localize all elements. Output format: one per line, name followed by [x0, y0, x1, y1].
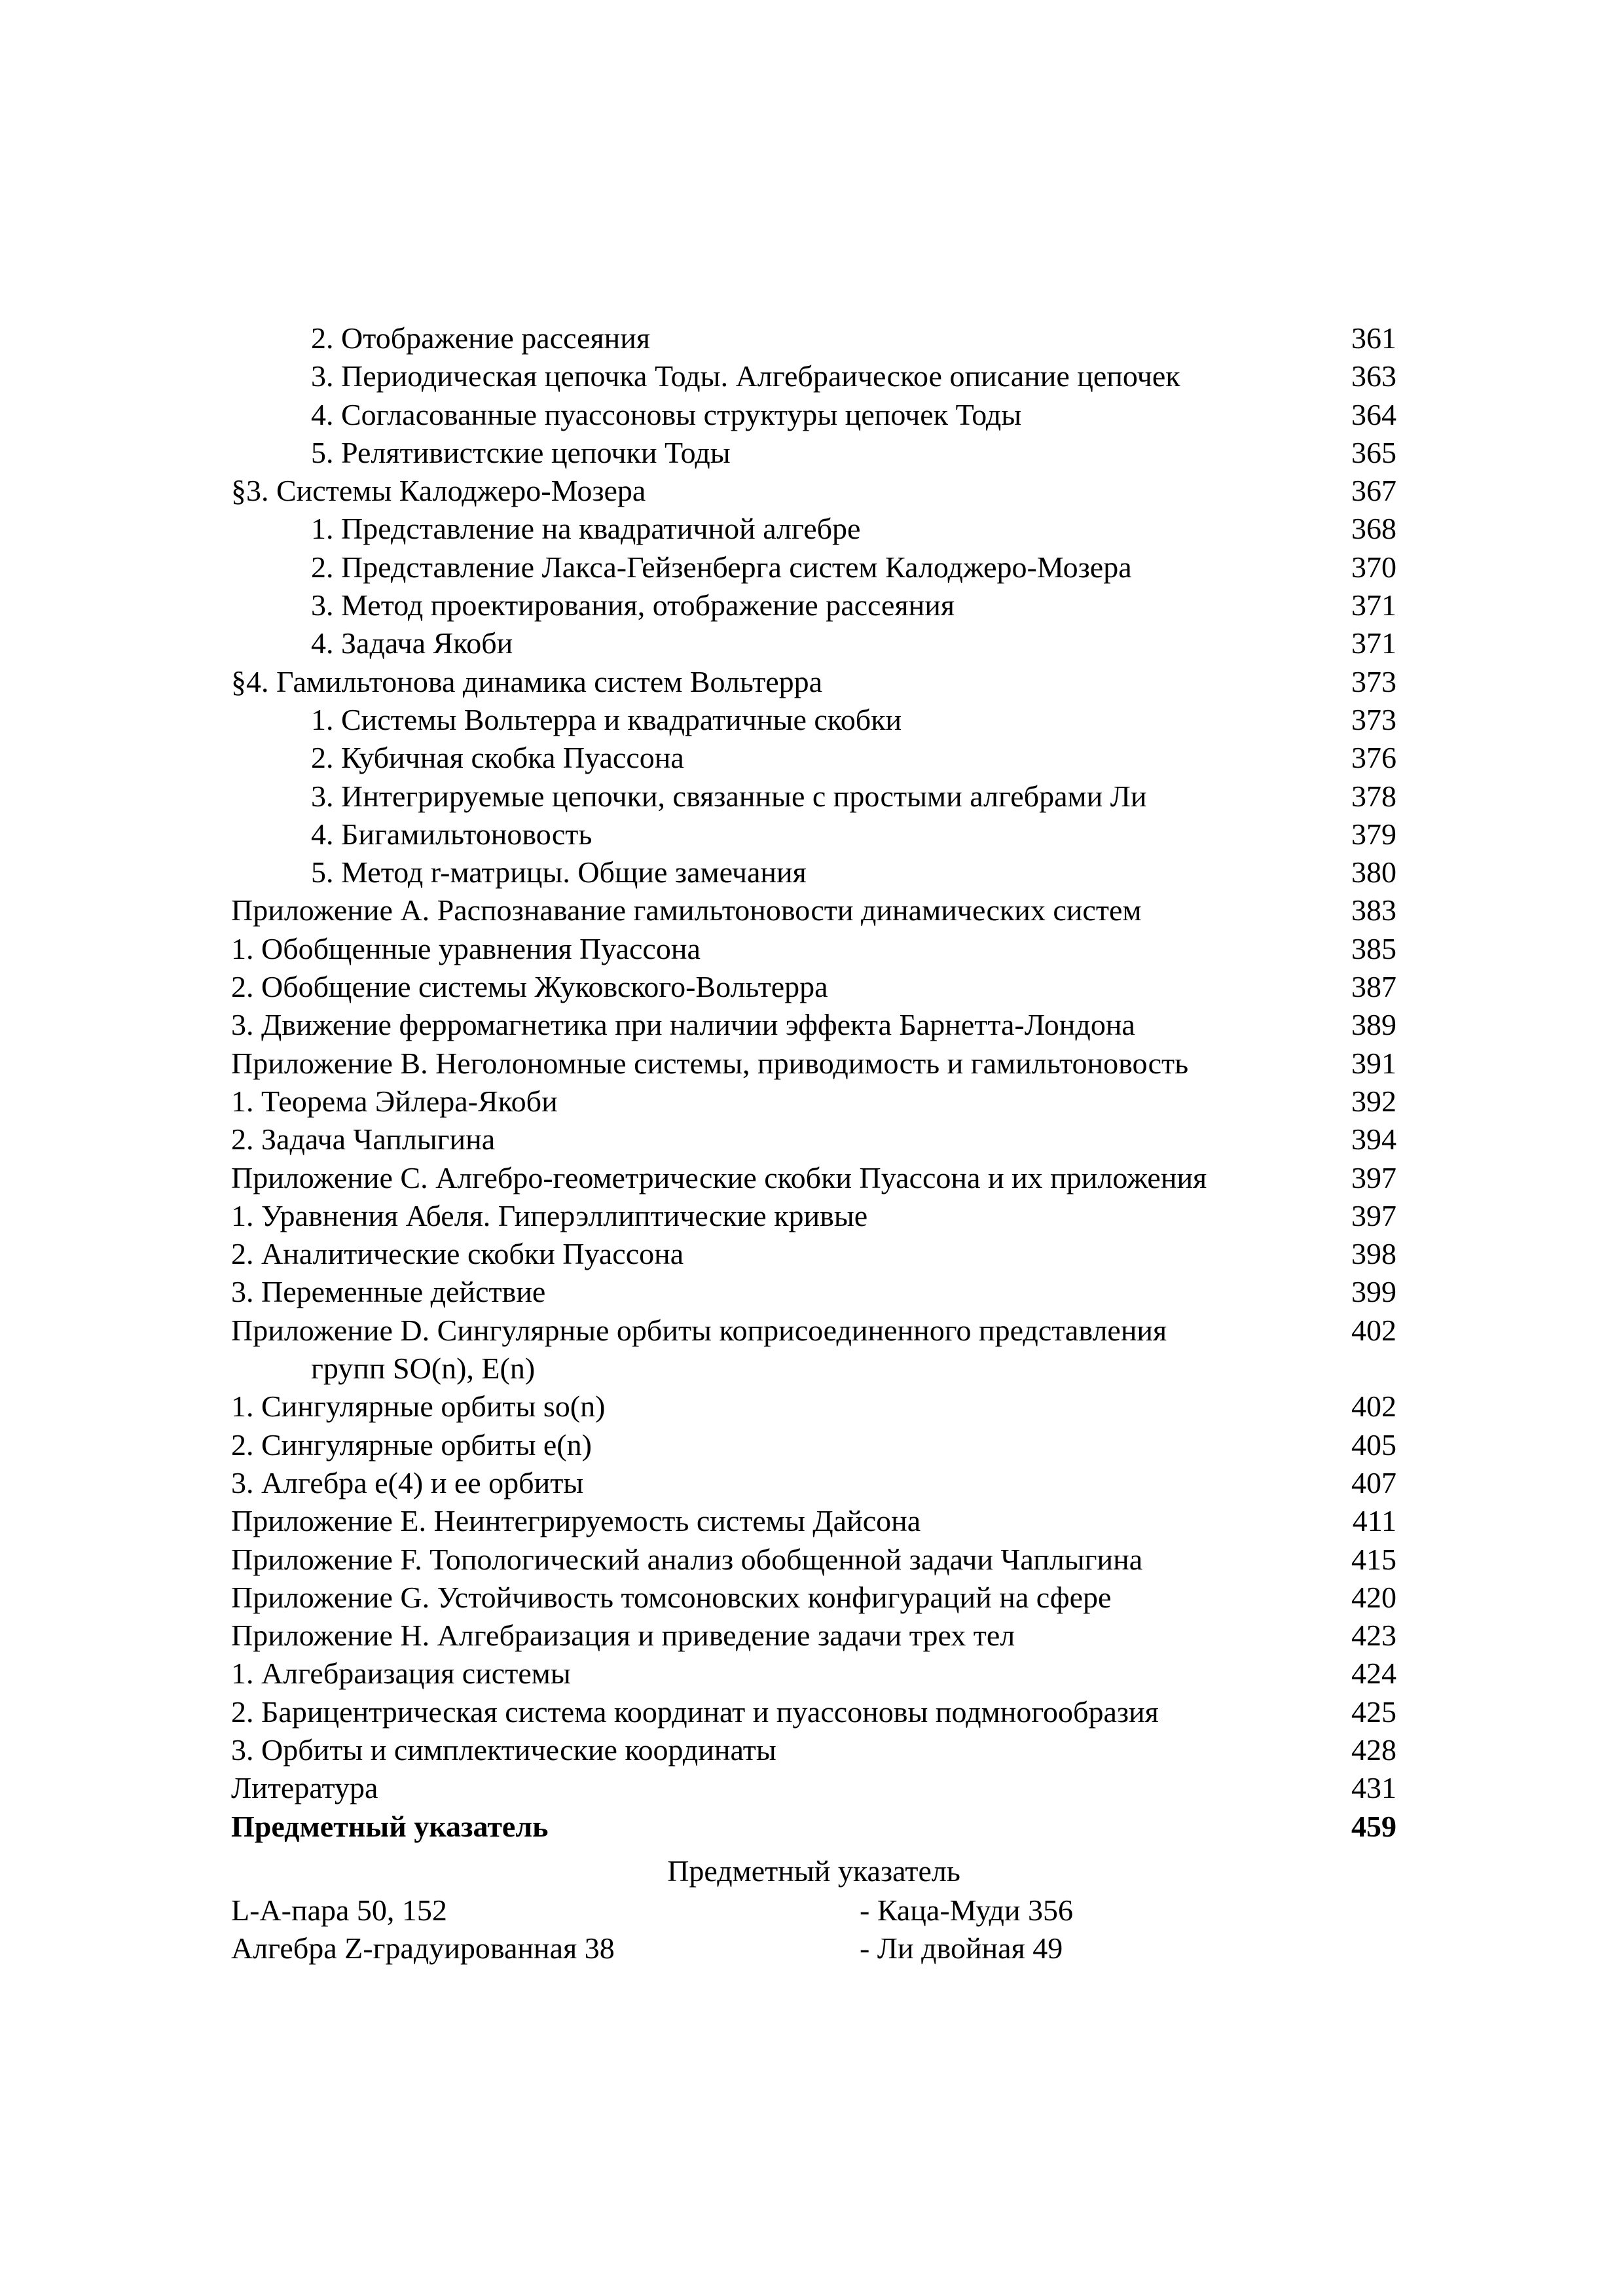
toc-entry-title: 3. Переменные действие — [231, 1275, 546, 1309]
toc-entry-page-number: 389 — [1351, 1008, 1396, 1042]
toc-entry-page-number: 399 — [1351, 1275, 1396, 1309]
toc-entry-page-number: 373 — [1351, 702, 1396, 736]
toc-entry-title: 3. Периодическая цепочка Тоды. Алгебраическое описание цепочек — [311, 359, 1180, 393]
toc-entry-page-number: 363 — [1351, 359, 1396, 393]
toc-entry — [231, 1655, 1396, 1693]
table-of-contents — [231, 319, 1396, 1846]
toc-entry-title: Приложение А. Распознавание гамильтоновости динамических систем — [231, 893, 1142, 927]
toc-entry-page-number: 415 — [1351, 1542, 1396, 1576]
toc-entry-title: 1. Системы Вольтерра и квадратичные скобки — [311, 702, 902, 736]
toc-entry-page-number: 411 — [1352, 1504, 1396, 1538]
toc-entry-title: 3. Метод проектирования, отображение рассеяния — [311, 588, 955, 622]
toc-entry — [231, 1464, 1396, 1502]
toc-entry-title: 3. Орбиты и симплектические координаты — [231, 1732, 776, 1767]
toc-entry-title: 5. Релятивистские цепочки Тоды — [311, 435, 731, 469]
toc-entry-page-number: 371 — [1351, 588, 1396, 622]
toc-entry — [231, 434, 1396, 472]
toc-entry — [231, 1769, 1396, 1807]
toc-entry-title: 2. Кубичная скобка Пуассона — [311, 741, 684, 775]
toc-entry-title: 4. Согласованные пуассоновы структуры цепочек Тоды — [311, 397, 1022, 431]
toc-entry — [231, 319, 1396, 357]
toc-entry-page-number: 365 — [1351, 435, 1396, 469]
toc-entry-page-number: 370 — [1351, 550, 1396, 584]
toc-entry — [231, 1617, 1396, 1655]
toc-entry — [231, 472, 1396, 510]
toc-entry-title: Приложение Н. Алгебраизация и приведение задачи трех тел — [231, 1619, 1015, 1653]
toc-entry — [231, 701, 1396, 739]
toc-entry — [231, 663, 1396, 701]
toc-entry-title: Приложение В. Неголономные системы, приводимость и гамильтоновость — [231, 1046, 1189, 1080]
toc-entry — [231, 1426, 1396, 1464]
toc-entry-page-number: 387 — [1351, 970, 1396, 1004]
toc-entry-title: §3. Системы Калоджеро-Мозера — [231, 474, 646, 508]
toc-entry-title: Приложение F. Топологический анализ обобщенной задачи Чаплыгина — [231, 1542, 1143, 1576]
toc-entry-title: §4. Гамильтонова динамика систем Вольтерра — [231, 664, 823, 698]
toc-entry — [231, 1388, 1396, 1426]
toc-entry — [231, 1197, 1396, 1235]
toc-entry — [231, 930, 1396, 968]
toc-entry-title: 3. Алгебра e(4) и ее орбиты — [231, 1465, 584, 1499]
toc-entry-page-number: 379 — [1351, 817, 1396, 851]
toc-entry-title: 2. Задача Чаплыгина — [231, 1122, 496, 1157]
toc-entry-page-number: 397 — [1351, 1160, 1396, 1194]
subject-index-heading: Предметный указатель — [667, 1854, 960, 1888]
toc-entry — [231, 1235, 1396, 1273]
index-row — [231, 1929, 1396, 1967]
index-entry-left: Алгебра Z-градуированная 38 — [231, 1931, 615, 1965]
subject-index-entries — [231, 1892, 1396, 1968]
toc-entry-page-number: 364 — [1351, 397, 1396, 431]
toc-entry-title: 4. Задача Якоби — [311, 626, 513, 660]
toc-entry — [231, 357, 1396, 395]
toc-entry — [231, 891, 1396, 929]
toc-entry-title: 1. Представление на квадратичной алгебре — [311, 512, 861, 546]
toc-entry-page-number: 383 — [1351, 893, 1396, 927]
toc-entry-page-number: 423 — [1351, 1619, 1396, 1653]
toc-entry-continuation — [231, 1350, 1396, 1388]
toc-entry-title: 3. Движение ферромагнетика при наличии эффекта Барнетта-Лондона — [231, 1008, 1135, 1042]
toc-entry-page-number: 394 — [1351, 1122, 1396, 1157]
toc-entry — [231, 548, 1396, 586]
toc-entry-title: 5. Метод r-матрицы. Общие замечания — [311, 855, 807, 889]
toc-entry — [231, 1045, 1396, 1083]
toc-entry-title: 2. Обобщение системы Жуковского-Вольтерра — [231, 970, 828, 1004]
toc-entry-page-number: 402 — [1351, 1313, 1396, 1347]
toc-entry — [231, 1121, 1396, 1158]
toc-entry-page-number: 392 — [1351, 1084, 1396, 1118]
toc-entry — [231, 1083, 1396, 1121]
toc-entry-page-number: 428 — [1351, 1732, 1396, 1767]
toc-entry — [231, 1502, 1396, 1540]
toc-entry — [231, 968, 1396, 1006]
toc-entry — [231, 778, 1396, 816]
toc-entry-page-number: 420 — [1351, 1580, 1396, 1614]
toc-entry-title: Приложение С. Алгебро-геометрические скобки Пуассона и их приложения — [231, 1160, 1207, 1194]
toc-entry-page-number: 398 — [1351, 1237, 1396, 1271]
toc-entry-page-number: 380 — [1351, 855, 1396, 889]
toc-entry-page-number: 385 — [1351, 931, 1396, 965]
index-entry-right: - Каца-Муди 356 — [860, 1893, 1074, 1927]
toc-entry-title: 4. Бигамильтоновость — [311, 817, 593, 851]
toc-entry — [231, 1159, 1396, 1197]
toc-entry — [231, 586, 1396, 624]
toc-entry — [231, 1808, 1396, 1846]
toc-entry-title: Предметный указатель — [231, 1809, 549, 1843]
toc-entry — [231, 510, 1396, 548]
index-row — [231, 1892, 1396, 1929]
toc-entry-page-number: 405 — [1351, 1427, 1396, 1462]
toc-entry — [231, 1541, 1396, 1579]
toc-entry-page-number: 367 — [1351, 474, 1396, 508]
toc-entry-title: 2. Барицентрическая система координат и пуассоновы подмногообразия — [231, 1695, 1159, 1729]
toc-entry-page-number: 373 — [1351, 664, 1396, 698]
toc-entry-title: 2. Представление Лакса-Гейзенберга систем Калоджеро-Мозера — [311, 550, 1132, 584]
toc-entry-page-number: 371 — [1351, 626, 1396, 660]
toc-entry — [231, 624, 1396, 662]
toc-entry-page-number: 431 — [1351, 1771, 1396, 1805]
toc-entry — [231, 739, 1396, 777]
toc-entry-page-number: 391 — [1351, 1046, 1396, 1080]
toc-entry-page-number: 425 — [1351, 1695, 1396, 1729]
toc-entry — [231, 1693, 1396, 1731]
toc-entry-page-number: 361 — [1351, 321, 1396, 355]
toc-entry-page-number: 378 — [1351, 779, 1396, 813]
toc-entry-title: Приложение G. Устойчивость томсоновских конфигураций на сфере — [231, 1580, 1112, 1614]
toc-entry — [231, 1006, 1396, 1044]
toc-entry-page-number: 368 — [1351, 512, 1396, 546]
toc-entry-title: 2. Отображение рассеяния — [311, 321, 651, 355]
toc-entry-title: Приложение D. Сингулярные орбиты коприсоединенного представления — [231, 1313, 1167, 1347]
toc-entry-title: 1. Обобщенные уравнения Пуассона — [231, 931, 701, 965]
toc-entry-title: 2. Аналитические скобки Пуассона — [231, 1237, 684, 1271]
index-entry-right: - Ли двойная 49 — [860, 1931, 1063, 1965]
index-entry-left: L-A-пара 50, 152 — [231, 1893, 447, 1927]
toc-entry-page-number: 397 — [1351, 1198, 1396, 1232]
toc-entry-page-number: 407 — [1351, 1465, 1396, 1499]
toc-entry-page-number: 459 — [1351, 1809, 1396, 1843]
toc-entry — [231, 816, 1396, 853]
toc-entry-title: Литература — [231, 1771, 378, 1805]
toc-entry-page-number: 376 — [1351, 741, 1396, 775]
toc-entry-page-number: 424 — [1351, 1657, 1396, 1691]
toc-entry-title: групп SO(n), E(n) — [311, 1352, 536, 1386]
toc-entry — [231, 1273, 1396, 1311]
toc-entry-title: Приложение E. Неинтегрируемость системы Дайсона — [231, 1504, 921, 1538]
toc-entry — [231, 853, 1396, 891]
toc-entry — [231, 1731, 1396, 1769]
toc-entry-title: 2. Сингулярные орбиты e(n) — [231, 1427, 592, 1462]
toc-entry-title: 1. Уравнения Абеля. Гиперэллиптические кривые — [231, 1198, 868, 1232]
toc-entry-title: 1. Теорема Эйлера-Якоби — [231, 1084, 558, 1118]
toc-entry-title: 1. Алгебраизация системы — [231, 1657, 571, 1691]
toc-entry-page-number: 402 — [1351, 1390, 1396, 1424]
toc-entry — [231, 1312, 1396, 1350]
toc-entry-title: 3. Интегрируемые цепочки, связанные с простыми алгебрами Ли — [311, 779, 1147, 813]
toc-entry — [231, 396, 1396, 434]
toc-entry — [231, 1579, 1396, 1617]
toc-entry-title: 1. Сингулярные орбиты so(n) — [231, 1390, 606, 1424]
